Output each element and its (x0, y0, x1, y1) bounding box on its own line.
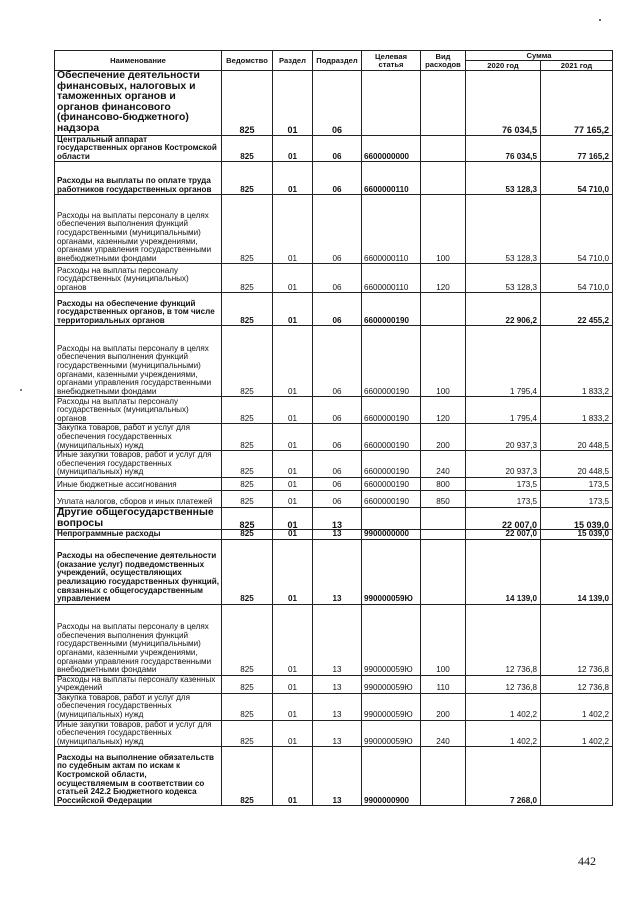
table-row (55, 747, 613, 806)
cell-dept: 825 (222, 264, 273, 293)
header-section: Раздел (273, 51, 313, 71)
cell-name: Расходы на обеспечение функций государственных органов, в том числе территориальных органов (55, 293, 222, 326)
cell-name: Иные закупки товаров, работ и услуг для обеспечения государственных (муниципальных) нужд (55, 451, 222, 478)
cell-name: Расходы на выплаты персоналу в целях обеспечения выполнения функций государственными (муниципальными) органами, казенными учреждениями, органами управления государственными внебюджетными фондами (55, 604, 222, 675)
cell-dept: 825 (222, 162, 273, 195)
cell-target: 6600000110 (362, 264, 421, 293)
cell-subsection: 13 (313, 530, 362, 540)
cell-y2020: 53 128,3 (466, 162, 541, 195)
cell-type: 850 (421, 490, 466, 507)
cell-target: 9900000000 (362, 530, 421, 540)
cell-section: 01 (273, 293, 313, 326)
cell-dept: 825 (222, 135, 273, 162)
cell-target: 990000059Ю (362, 604, 421, 675)
cell-section: 01 (273, 539, 313, 604)
cell-subsection: 06 (313, 477, 362, 490)
cell-dept: 825 (222, 720, 273, 747)
cell-section: 01 (273, 451, 313, 478)
cell-name: Расходы на выплаты персоналу в целях обеспечения выполнения функций государственными (муниципальными) органами, казенными учреждениями, органами управления государственными внебюджетными фондами (55, 195, 222, 264)
cell-type: 100 (421, 195, 466, 264)
cell-name: Закупка товаров, работ и услуг для обеспечения государственных (муниципальных) нужд (55, 424, 222, 451)
cell-dept: 825 (222, 604, 273, 675)
cell-dept: 825 (222, 693, 273, 720)
header-sum: Сумма (466, 51, 613, 61)
cell-subsection: 06 (313, 451, 362, 478)
table-row (55, 71, 613, 136)
cell-dept: 825 (222, 195, 273, 264)
cell-name: Расходы на выплаты персоналу государственных (муниципальных) органов (55, 397, 222, 424)
table-row (55, 162, 613, 195)
cell-section: 01 (273, 477, 313, 490)
cell-section: 01 (273, 135, 313, 162)
cell-subsection: 13 (313, 747, 362, 806)
cell-y2021 (541, 747, 613, 806)
header-name: Наименование (55, 51, 222, 71)
cell-section: 01 (273, 675, 313, 693)
cell-section: 01 (273, 530, 313, 540)
cell-y2021: 173,5 (541, 490, 613, 507)
cell-target: 990000059Ю (362, 693, 421, 720)
cell-y2020: 76 034,5 (466, 71, 541, 136)
cell-section: 01 (273, 71, 313, 136)
cell-subsection: 13 (313, 507, 362, 529)
cell-type: 240 (421, 720, 466, 747)
header-2020: 2020 год (466, 61, 541, 71)
cell-subsection: 06 (313, 424, 362, 451)
cell-type: 120 (421, 264, 466, 293)
cell-subsection: 13 (313, 604, 362, 675)
cell-section: 01 (273, 424, 313, 451)
cell-subsection: 13 (313, 675, 362, 693)
cell-type: 120 (421, 397, 466, 424)
cell-y2020: 7 268,0 (466, 747, 541, 806)
cell-target: 6600000110 (362, 195, 421, 264)
cell-y2021: 77 165,2 (541, 135, 613, 162)
cell-y2021: 1 402,2 (541, 693, 613, 720)
cell-target: 6600000000 (362, 135, 421, 162)
cell-y2021: 54 710,0 (541, 195, 613, 264)
cell-target: 6600000190 (362, 490, 421, 507)
cell-subsection: 06 (313, 135, 362, 162)
cell-subsection: 06 (313, 293, 362, 326)
cell-name: Расходы на выплаты по оплате труда работников государственных органов (55, 162, 222, 195)
cell-dept: 825 (222, 397, 273, 424)
cell-y2021: 12 736,8 (541, 604, 613, 675)
cell-dept: 825 (222, 539, 273, 604)
cell-y2020: 22 906,2 (466, 293, 541, 326)
cell-type: 800 (421, 477, 466, 490)
cell-y2021: 15 039,0 (541, 507, 613, 529)
cell-y2021: 14 139,0 (541, 539, 613, 604)
table-row (55, 293, 613, 326)
cell-name: Расходы на выплаты персоналу государственных (муниципальных) органов (55, 264, 222, 293)
cell-name: Непрограммные расходы (55, 530, 222, 540)
table-row (55, 264, 613, 293)
cell-y2021: 54 710,0 (541, 264, 613, 293)
cell-y2021: 20 448,5 (541, 424, 613, 451)
cell-name: Расходы на выплаты персоналу казенных учреждений (55, 675, 222, 693)
cell-type (421, 530, 466, 540)
header-dept: Ведомство (222, 51, 273, 71)
cell-section: 01 (273, 720, 313, 747)
cell-y2020: 12 736,8 (466, 604, 541, 675)
cell-target: 6600000190 (362, 477, 421, 490)
cell-y2021: 15 039,0 (541, 530, 613, 540)
cell-type (421, 747, 466, 806)
cell-dept: 825 (222, 490, 273, 507)
cell-target (362, 71, 421, 136)
cell-y2020: 173,5 (466, 477, 541, 490)
cell-name: Иные бюджетные ассигнования (55, 477, 222, 490)
cell-type: 200 (421, 693, 466, 720)
speck-mark (599, 19, 601, 21)
cell-type: 200 (421, 424, 466, 451)
cell-name: Расходы на выплаты персоналу в целях обеспечения выполнения функций государственными (муниципальными) органами, казенными учреждениями, органами управления государственными внебюджетными фондами (55, 326, 222, 397)
cell-y2020: 1 402,2 (466, 720, 541, 747)
table-row (55, 451, 613, 478)
cell-type (421, 135, 466, 162)
cell-type (421, 293, 466, 326)
cell-section: 01 (273, 507, 313, 529)
table-row (55, 604, 613, 675)
cell-subsection: 06 (313, 195, 362, 264)
cell-target (362, 507, 421, 529)
cell-dept: 825 (222, 675, 273, 693)
cell-target: 990000059Ю (362, 720, 421, 747)
cell-dept: 825 (222, 507, 273, 529)
cell-y2020: 14 139,0 (466, 539, 541, 604)
table-row (55, 397, 613, 424)
table-row (55, 424, 613, 451)
cell-type: 100 (421, 604, 466, 675)
cell-name: Обеспечение деятельности финансовых, налоговых и таможенных органов и органов финансового (финансово-бюджетного) надзора (55, 71, 222, 136)
cell-subsection: 13 (313, 720, 362, 747)
cell-name: Центральный аппарат государственных органов Костромской области (55, 135, 222, 162)
cell-y2021: 77 165,2 (541, 71, 613, 136)
table-row (55, 477, 613, 490)
cell-y2020: 53 128,3 (466, 264, 541, 293)
cell-target: 6600000190 (362, 424, 421, 451)
cell-type: 110 (421, 675, 466, 693)
cell-type (421, 507, 466, 529)
cell-subsection: 06 (313, 162, 362, 195)
table-row (55, 195, 613, 264)
cell-y2020: 12 736,8 (466, 675, 541, 693)
table-row (55, 507, 613, 529)
cell-y2021: 20 448,5 (541, 451, 613, 478)
cell-dept: 825 (222, 477, 273, 490)
cell-dept: 825 (222, 326, 273, 397)
table-row (55, 326, 613, 397)
cell-y2020: 1 402,2 (466, 693, 541, 720)
cell-y2020: 53 128,3 (466, 195, 541, 264)
cell-target: 6600000190 (362, 397, 421, 424)
cell-type: 240 (421, 451, 466, 478)
cell-section: 01 (273, 490, 313, 507)
page-number: 442 (578, 854, 596, 868)
cell-y2020: 1 795,4 (466, 397, 541, 424)
table-row (55, 539, 613, 604)
cell-subsection: 06 (313, 326, 362, 397)
speck-mark (20, 389, 22, 391)
cell-name: Расходы на выполнение обязательств по судебным актам по искам к Костромской области, осуществляемым в соответствии со статьей 242.2 Бюджетного кодекса Российской Федерации (55, 747, 222, 806)
cell-section: 01 (273, 693, 313, 720)
cell-y2020: 76 034,5 (466, 135, 541, 162)
cell-section: 01 (273, 747, 313, 806)
header-target: Целевая статья (362, 51, 421, 71)
cell-y2020: 1 795,4 (466, 326, 541, 397)
cell-target: 6600000190 (362, 451, 421, 478)
header-2021: 2021 год (541, 61, 613, 71)
cell-subsection: 13 (313, 693, 362, 720)
cell-target: 6600000190 (362, 326, 421, 397)
cell-section: 01 (273, 326, 313, 397)
cell-y2020: 20 937,3 (466, 424, 541, 451)
header-subsection: Подраздел (313, 51, 362, 71)
table-row (55, 135, 613, 162)
header-type: Вид расходов (421, 51, 466, 71)
cell-name: Закупка товаров, работ и услуг для обеспечения государственных (муниципальных) нужд (55, 693, 222, 720)
cell-y2020: 173,5 (466, 490, 541, 507)
cell-type: 100 (421, 326, 466, 397)
cell-target: 9900000900 (362, 747, 421, 806)
cell-y2021: 173,5 (541, 477, 613, 490)
cell-subsection: 06 (313, 71, 362, 136)
cell-y2021: 54 710,0 (541, 162, 613, 195)
cell-dept: 825 (222, 451, 273, 478)
cell-y2021: 1 833,2 (541, 397, 613, 424)
cell-subsection: 13 (313, 539, 362, 604)
cell-name: Уплата налогов, сборов и иных платежей (55, 490, 222, 507)
table-body (55, 71, 613, 806)
cell-subsection: 06 (313, 264, 362, 293)
cell-target: 990000059Ю (362, 675, 421, 693)
cell-name: Расходы на обеспечение деятельности (оказание услуг) подведомственных учреждений, осуществляющих реализацию государственных функций, связанных с общегосударственным управлением (55, 539, 222, 604)
cell-section: 01 (273, 162, 313, 195)
cell-dept: 825 (222, 71, 273, 136)
cell-target: 6600000190 (362, 293, 421, 326)
table-row (55, 490, 613, 507)
cell-section: 01 (273, 604, 313, 675)
cell-target: 6600000110 (362, 162, 421, 195)
cell-dept: 825 (222, 293, 273, 326)
cell-dept: 825 (222, 424, 273, 451)
table-row (55, 675, 613, 693)
cell-y2021: 12 736,8 (541, 675, 613, 693)
cell-y2020: 22 007,0 (466, 507, 541, 529)
cell-type (421, 539, 466, 604)
cell-y2020: 20 937,3 (466, 451, 541, 478)
cell-section: 01 (273, 397, 313, 424)
cell-subsection: 06 (313, 397, 362, 424)
table-row (55, 530, 613, 540)
cell-dept: 825 (222, 530, 273, 540)
cell-type (421, 71, 466, 136)
cell-target: 990000059Ю (362, 539, 421, 604)
table-row (55, 720, 613, 747)
cell-dept: 825 (222, 747, 273, 806)
table-row (55, 693, 613, 720)
cell-y2021: 1 833,2 (541, 326, 613, 397)
cell-name: Другие общегосударственные вопросы (55, 507, 222, 529)
cell-type (421, 162, 466, 195)
cell-section: 01 (273, 195, 313, 264)
cell-y2021: 1 402,2 (541, 720, 613, 747)
cell-section: 01 (273, 264, 313, 293)
budget-table (54, 50, 613, 806)
cell-name: Иные закупки товаров, работ и услуг для обеспечения государственных (муниципальных) нужд (55, 720, 222, 747)
cell-y2021: 22 455,2 (541, 293, 613, 326)
cell-subsection: 06 (313, 490, 362, 507)
cell-y2020: 22 007,0 (466, 530, 541, 540)
